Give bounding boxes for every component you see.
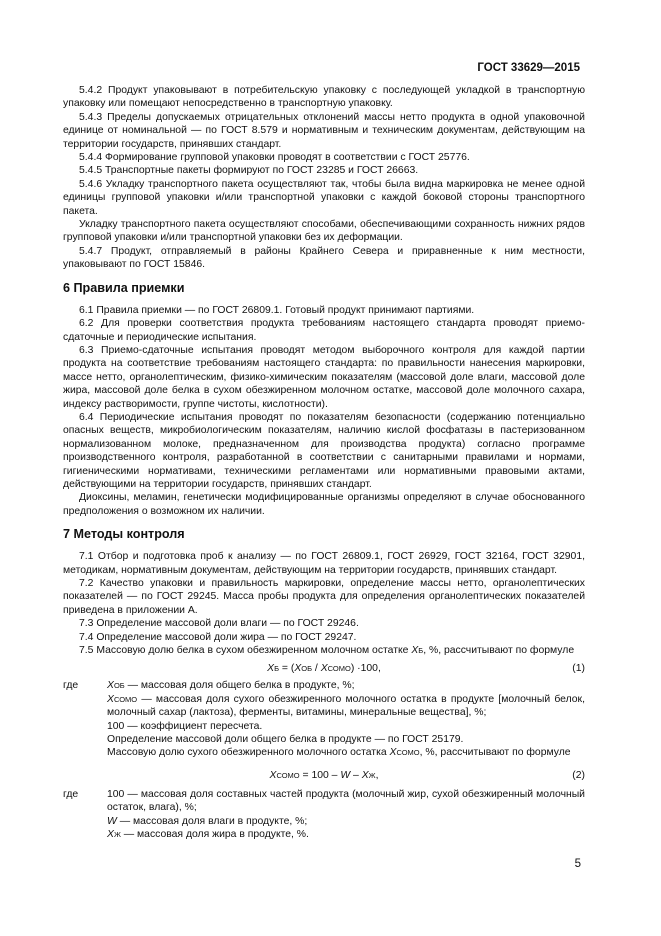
formula-1-number: (1) <box>572 663 585 675</box>
where-2-line-2: W — массовая доля влаги в продукте, %; <box>107 815 308 827</box>
where-1-line-1: где XОБ — массовая доля общего белка в продукте, %; <box>63 680 355 692</box>
paragraph-6-1: 6.1 Правила приемки — по ГОСТ 26809.1. Готовый продукт принимают партиями. <box>79 304 475 316</box>
page-body <box>63 84 585 842</box>
paragraph-5-4-6: 5.4.6 Укладку транспортного пакета осуществляют так, чтобы была видна маркировка не менее одной единицы групповой упаковки и/или транспортной упаковки с каждой боковой стороны транспортного пакета. <box>63 178 585 217</box>
paragraph-5-4-6-cont: Укладку транспортного пакета осуществляют способами, обеспечивающими сохранность нижних рядов групповой упаковки и/или транспортной упаковки без их деформации. <box>63 219 585 244</box>
section-6-heading: 6 Правила приемки <box>63 280 185 295</box>
where-1-line-5: Массовую долю сухого обезжиренного молочного остатка XСОМО, %, рассчитывают по формуле <box>107 747 571 759</box>
page-number: 5 <box>574 858 581 870</box>
paragraph-5-4-7: 5.4.7 Продукт, отправляемый в районы Крайнего Севера и приравненные к ним местности, упаковывают по ГОСТ 15846. <box>63 245 585 271</box>
paragraph-7-1: 7.1 Отбор и подготовка проб к анализу — по ГОСТ 26809.1, ГОСТ 26929, ГОСТ 32164, ГОСТ 32901, методикам, нормативным документам, действующим на территории государств, принявших стандарт. <box>63 551 585 576</box>
where-1-line-3: 100 — коэффициент пересчета. <box>107 720 263 732</box>
paragraph-6-2: 6.2 Для проверки соответствия продукта требованиям настоящего стандарта проводят приемо-сдаточные и периодические испытания. <box>63 318 585 343</box>
paragraph-5-4-4: 5.4.4 Формирование групповой упаковки проводят в соответствии с ГОСТ 25776. <box>79 152 470 164</box>
formula-1: XБ = (XОБ / XСОМО) ·100, (1) <box>267 663 585 675</box>
formula-2-number: (2) <box>572 769 585 781</box>
where-1-line-4: Определение массовой доли общего белка в продукте — по ГОСТ 25179. <box>107 734 464 746</box>
section-7-heading: 7 Методы контроля <box>63 527 185 542</box>
paragraph-7-2: 7.2 Качество упаковки и правильность маркировки, определение массы нетто, органолептических показателей — по ГОСТ 29245. Масса пробы продукта для определения органолептических показателей приведена в приложении А. <box>63 578 585 616</box>
page-header-standard: ГОСТ 33629—2015 <box>477 62 580 74</box>
where-2-line-3: XЖ — массовая доля жира в продукте, %. <box>107 829 309 841</box>
paragraph-6-dioxins: Диоксины, меламин, генетически модифицированные организмы определяют в случае обоснованного предположения о возможном их наличии. <box>63 492 585 517</box>
paragraph-5-4-3: 5.4.3 Пределы допускаемых отрицательных отклонений массы нетто продукта в одной упаковочной единице от номинальной — по ГОСТ 8.579 и нормативным и техническим документам, действующим на территории государств, принявших стандарт. <box>63 111 585 150</box>
formula-2: XСОМО = 100 – W – XЖ, (2) <box>269 769 585 781</box>
paragraph-7-5: 7.5 Массовую долю белка в сухом обезжиренном молочном остатке XБ, %, рассчитывают по формуле <box>79 645 575 657</box>
where-1-line-2: XСОМО — массовая доля сухого обезжиренного молочного остатка в продукте [молочный белок, молочный сахар (лактоза), ферменты, витамины, минеральные вещества], %; <box>107 693 585 719</box>
paragraph-5-4-5: 5.4.5 Транспортные пакеты формируют по ГОСТ 23285 и ГОСТ 26663. <box>79 165 419 177</box>
paragraph-5-4-2: 5.4.2 Продукт упаковывают в потребительскую упаковку с последующей укладкой в транспортную упаковку или помещают непосредственно в транспортную упаковку. <box>63 85 585 110</box>
paragraph-7-3: 7.3 Определение массовой доли влаги — по ГОСТ 29246. <box>79 618 359 630</box>
where-2-line-1: где 100 — массовая доля составных частей продукта (молочный жир, сухой обезжиренный молочный остаток, влага), %; <box>63 788 585 814</box>
paragraph-6-4: 6.4 Периодические испытания проводят по показателям безопасности (содержанию потенциально опасных веществ, микробиологическим показателям, наличию кислой фосфатазы в пастеризованном нормализованном молоке, предназначенном для производства продукта) согласно программе производственного контроля, разработанной в соответствии с санитарными правилами и нормами, гигиеническими нормативами, техническими регламентами или нормативными правовыми актами, действующими на территории государств, принявших стандарт. <box>63 411 585 490</box>
paragraph-7-4: 7.4 Определение массовой доли жира — по ГОСТ 29247. <box>79 631 357 643</box>
paragraph-6-3: 6.3 Приемо-сдаточные испытания проводят методом выборочного контроля для каждой партии продукта на соответствие требованиям настоящего стандарта: по правильности нанесения маркировки, массе нетто, органолептическим, физико-химическим показателям (массовой доле влаги, массовой доле жира, массовой доле белка в сухом обезжиренном молочном остатке, массовой доле молочного сахара, индексу растворимости, группе чистоты, кислотности). <box>63 344 585 410</box>
